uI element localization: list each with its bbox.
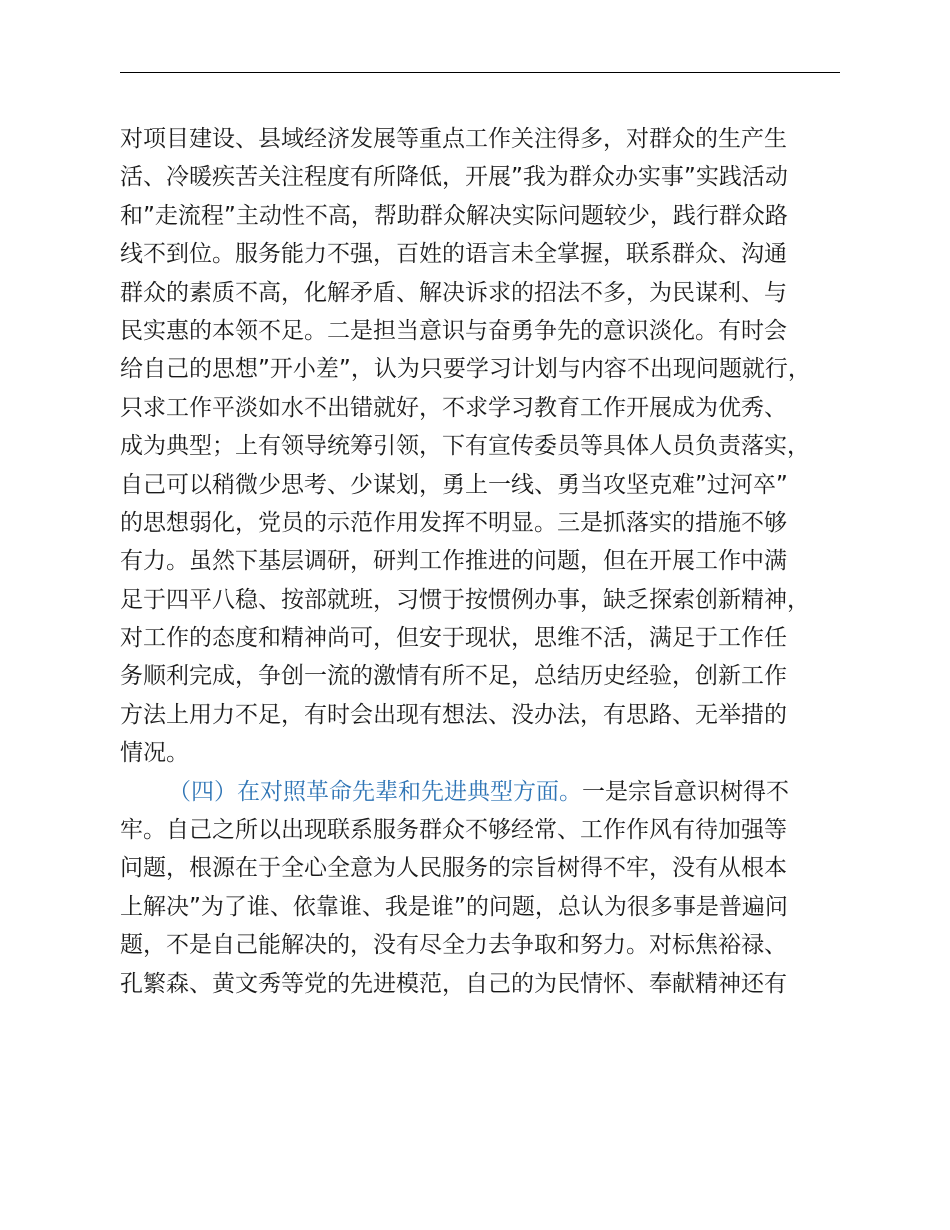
paragraph-line: 民实惠的本领不足。二是担当意识与奋勇争先的意识淡化。有时会 — [120, 317, 787, 344]
paragraph-line: 方法上用力不足，有时会出现有想法、没办法，有思路、无举措的 — [120, 701, 787, 728]
paragraph-line: 给自己的思想”开小差”，认为只要学习计划与内容不出现问题就行， — [120, 356, 811, 383]
paragraph-line: 有力。虽然下基层调研，研判工作推进的问题，但在开展工作中满 — [120, 548, 787, 575]
paragraph-line: 成为典型；上有领导统筹引领，下有宣传委员等具体人员负责落实， — [120, 433, 810, 460]
paragraph-line: 只求工作平淡如水不出错就好，不求学习教育工作开展成为优秀、 — [120, 394, 787, 421]
paragraph-line: 群众的素质不高，化解矛盾、解决诉求的招法不多，为民谋利、与 — [120, 279, 787, 306]
paragraph-line: 足于四平八稳、按部就班，习惯于按惯例办事，缺乏探索创新精神， — [120, 586, 810, 613]
paragraph-line: 务顺利完成，争创一流的激情有所不足，总结历史经验，创新工作 — [120, 663, 787, 690]
section-four-first-line — [120, 773, 860, 811]
section-heading: （四）在对照革命先辈和先进典型方面。 — [168, 778, 582, 805]
paragraph-line: 线不到位。服务能力不强，百姓的语言未全掌握，联系群众、沟通 — [120, 241, 787, 268]
header-rule — [120, 72, 840, 73]
section-first-line-text: 一是宗旨意识树得不 — [582, 778, 789, 805]
paragraph-line: 情况。 — [120, 740, 189, 767]
paragraph-line: 题，不是自己能解决的，没有尽全力去争取和努力。对标焦裕禄、 — [120, 932, 787, 959]
paragraph-line: 孔繁森、黄文秀等党的先进模范，自己的为民情怀、奉献精神还有 — [120, 970, 787, 997]
paragraph-line: 对工作的态度和精神尚可，但安于现状，思维不活，满足于工作任 — [120, 625, 787, 652]
paragraph-line: 的思想弱化，党员的示范作用发挥不明显。三是抓落实的措施不够 — [120, 509, 787, 536]
paragraph-line: 和”走流程”主动性不高，帮助群众解决实际问题较少，践行群众路 — [120, 202, 788, 229]
paragraph-line: 上解决”为了谁、依靠谁、我是谁”的问题，总认为很多事是普遍问 — [120, 893, 788, 920]
paragraph-line: 对项目建设、县域经济发展等重点工作关注得多，对群众的生产生 — [120, 126, 787, 152]
paragraph-line: 问题，根源在于全心全意为人民服务的宗旨树得不牢，没有从根本 — [120, 855, 787, 882]
body-text — [120, 120, 860, 1003]
paragraph-line: 活、冷暖疾苦关注程度有所降低，开展”我为群众办实事”实践活动 — [120, 164, 788, 191]
paragraph-line: 牢。自己之所以出现联系服务群众不够经常、工作作风有待加强等 — [120, 817, 787, 844]
paragraph-line: 自己可以稍微少思考、少谋划，勇上一线、勇当攻坚克难”过河卒” — [120, 471, 788, 498]
